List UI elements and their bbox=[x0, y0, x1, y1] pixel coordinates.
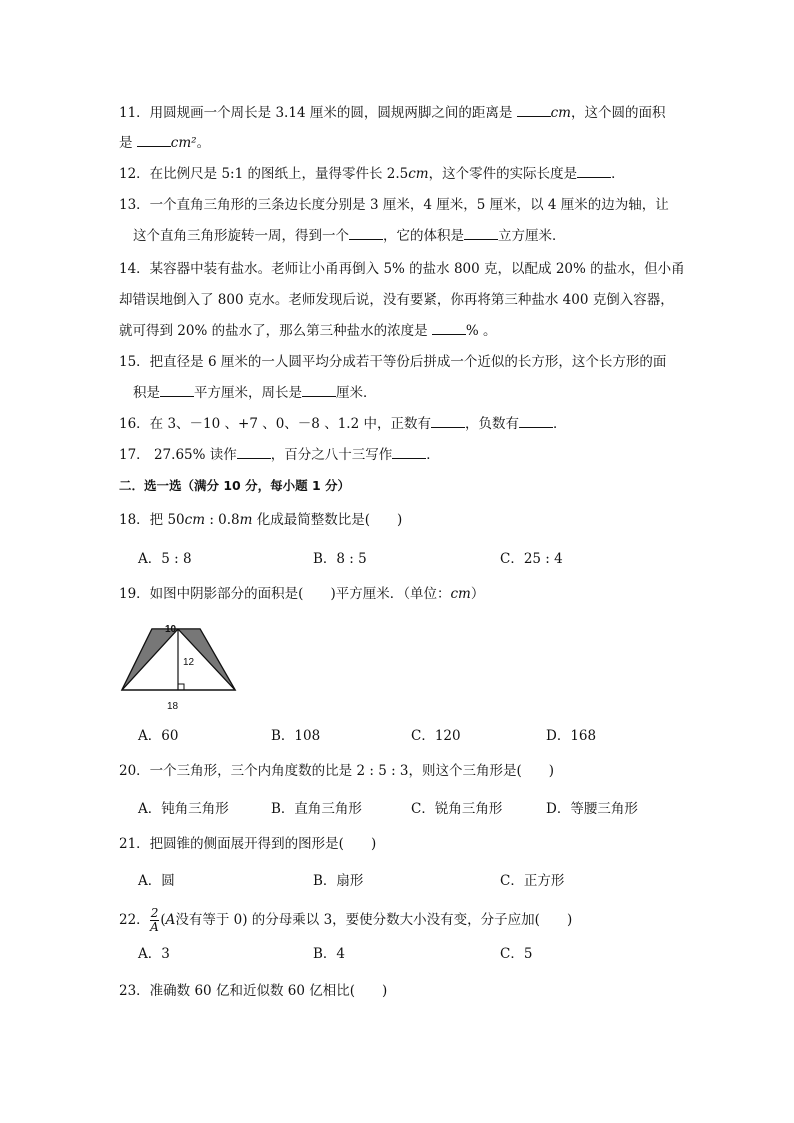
question-17: 17． 27.65% 读作 ，百分之八十三写作 ． bbox=[119, 447, 440, 463]
question-11-line-1: 11．用圆规画一个周长是 3.14 厘米的圆，圆规两脚之间的距离是 cm，这个圆的面积 bbox=[119, 105, 666, 121]
option-a[interactable]: A．60 bbox=[138, 728, 179, 744]
answer-blank[interactable] bbox=[517, 104, 551, 117]
question-23: 23．准确数 60 亿和近似数 60 亿相比( ) bbox=[119, 983, 388, 999]
option-a[interactable]: A．圆 bbox=[138, 873, 175, 889]
question-14-line-2: 却错误地倒入了 800 克水。老师发现后说，没有要紧，你再将第三种盐水 400 克倒入容器， bbox=[119, 292, 674, 308]
answer-blank[interactable] bbox=[577, 165, 611, 178]
answer-blank[interactable] bbox=[519, 415, 553, 428]
section-heading: 二．选一选（满分 10 分，每小题 1 分） bbox=[119, 478, 351, 493]
answer-blank[interactable] bbox=[302, 384, 336, 397]
question-16: 16．在 3、－10 、+7 、0、－8 、1.2 中，正数有 ，负数有 ． bbox=[119, 416, 567, 432]
option-c[interactable]: C．正方形 bbox=[500, 873, 565, 889]
question-22: 22． $\frac{2}{A}$ (A没有等于 0) 的分母乘以 3，要使分数大小没有变，分子应加( ) bbox=[119, 906, 573, 934]
answer-blank[interactable] bbox=[237, 446, 271, 459]
question-13-line-2: 这个直角三角形旋转一周，得到一个 ，它的体积是 立方厘米． bbox=[133, 228, 566, 244]
question-15-line-1: 15．把直径是 6 厘米的一人圆平均分成若干等份后拼成一个近似的长方形，这个长方形的面 bbox=[119, 354, 667, 370]
option-b[interactable]: B．扇形 bbox=[313, 873, 364, 889]
option-b[interactable]: B．4 bbox=[313, 946, 346, 962]
answer-blank[interactable] bbox=[464, 227, 498, 240]
answer-blank[interactable] bbox=[349, 227, 383, 240]
question-19: 19．如图中阴影部分的面积是( )平方厘米．（单位：cm） bbox=[119, 586, 485, 602]
answer-blank[interactable] bbox=[432, 322, 466, 335]
answer-blank[interactable] bbox=[392, 446, 426, 459]
option-a[interactable]: A．5 : 8 bbox=[138, 551, 192, 567]
option-a[interactable]: A．3 bbox=[138, 946, 170, 962]
question-20: 20．一个三角形，三个内角度数的比是 2 : 5 : 3，则这个三角形是( ) bbox=[119, 763, 555, 779]
question-14-line-3: 就可得到 20% 的盐水了，那么第三种盐水的浓度是 % 。 bbox=[119, 323, 497, 339]
label-height: 12 bbox=[183, 657, 195, 668]
question-18: 18．把 50cm : 0.8m 化成最简整数比是( ) bbox=[119, 512, 403, 528]
answer-blank[interactable] bbox=[431, 415, 465, 428]
option-c[interactable]: C．5 bbox=[500, 946, 533, 962]
option-b[interactable]: B．8 : 5 bbox=[313, 551, 367, 567]
option-c[interactable]: C．锐角三角形 bbox=[411, 801, 503, 817]
trapezoid-figure bbox=[115, 618, 245, 714]
label-top: 10 bbox=[165, 624, 177, 635]
question-12: 12．在比例尺是 5:1 的图纸上，量得零件长 2.5cm，这个零件的实际长度是 ． bbox=[119, 166, 625, 182]
option-b[interactable]: B．108 bbox=[271, 728, 321, 744]
question-11-line-2: 是 cm²。 bbox=[119, 135, 211, 151]
option-c[interactable]: C．120 bbox=[411, 728, 461, 744]
answer-blank[interactable] bbox=[137, 134, 171, 147]
question-14-line-1: 14．某容器中装有盐水。老师让小甬再倒入 5% 的盐水 800 克，以配成 20% 的盐水，但小甬 bbox=[119, 261, 685, 277]
option-d[interactable]: D．168 bbox=[546, 728, 597, 744]
option-c[interactable]: C．25 : 4 bbox=[500, 551, 563, 567]
question-13-line-1: 13．一个直角三角形的三条边长度分别是 3 厘米，4 厘米，5 厘米，以 4 厘米的边为轴，让 bbox=[119, 197, 669, 213]
option-d[interactable]: D．等腰三角形 bbox=[546, 801, 638, 817]
fraction: $\frac{2}{A}$ bbox=[150, 906, 159, 934]
question-21: 21．把圆锥的侧面展开得到的图形是( ) bbox=[119, 836, 377, 852]
question-15-line-2: 积是 平方厘米，周长是 厘米． bbox=[133, 385, 377, 401]
answer-blank[interactable] bbox=[160, 384, 194, 397]
option-b[interactable]: B．直角三角形 bbox=[271, 801, 362, 817]
right-angle-mark bbox=[178, 684, 184, 690]
label-bottom: 18 bbox=[167, 701, 179, 712]
option-a[interactable]: A．钝角三角形 bbox=[138, 801, 229, 817]
